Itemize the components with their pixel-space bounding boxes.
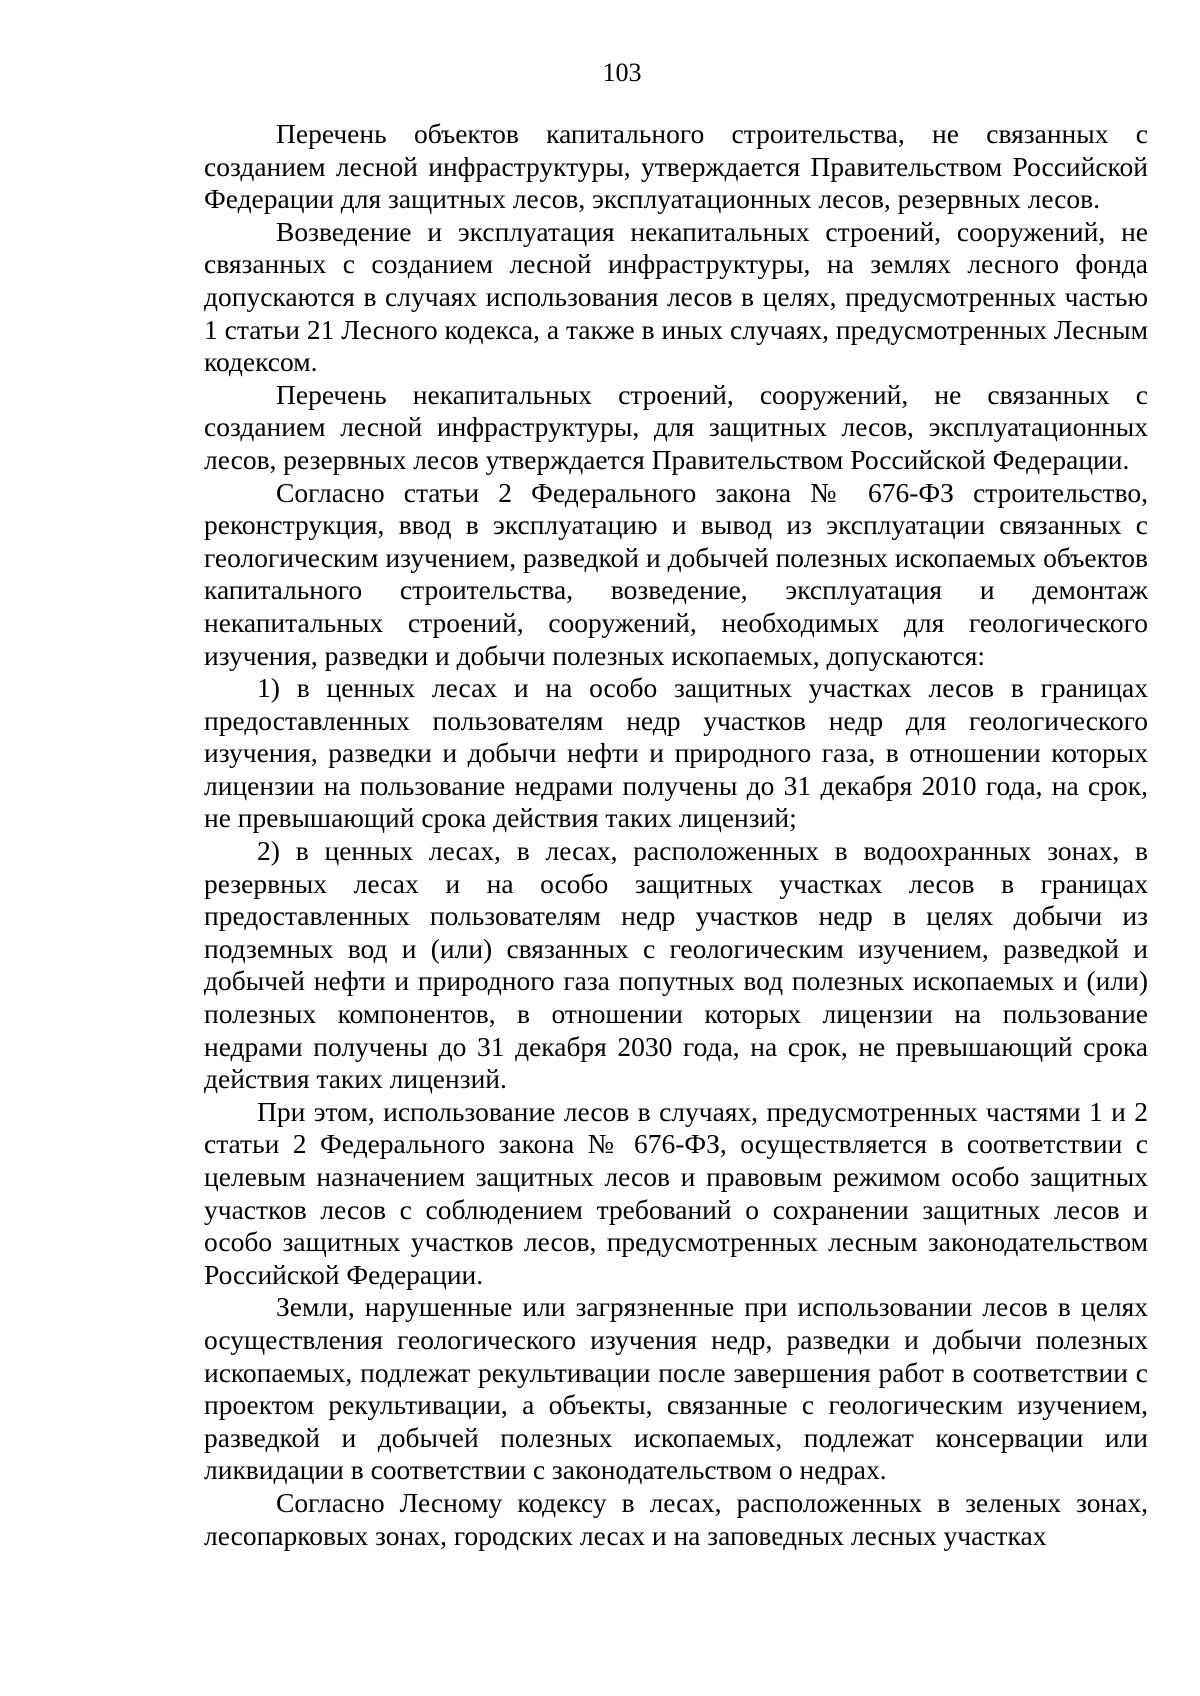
page-number: 103 <box>602 58 642 87</box>
paragraph-capital-objects-list: Перечень объектов капитального строительства, не связанных с созданием лесной инфраструктуры, утверждается Правительством Российской Федерации для защитных лесов, эксплуатационных лесов, резервных лесов. <box>204 118 1148 215</box>
paragraph-green-zones: Согласно Лесному кодексу в лесах, расположенных в зеленых зонах, лесопарковых зонах, городских лесах и на заповедных лесных участках <box>204 1486 1148 1551</box>
paragraph-federal-law-676: Согласно статьи 2 Федерального закона № 676-ФЗ строительство, реконструкция, ввод в эксплуатацию и вывод из эксплуатации связанных с геологическим изучением, разведкой и добычей полезных ископаемых объектов капитального строительства, возведение, эксплуатация и демонтаж некапитальных строений, сооружений, необходимых для геологического изучения, разведки и добычи полезных ископаемых, допускаются: <box>204 476 1148 671</box>
paragraph-forest-use: При этом, использование лесов в случаях, предусмотренных частями 1 и 2 статьи 2 Федерального закона № 676-ФЗ, осуществляется в соответствии с целевым назначением защитных лесов и правовым режимом особо защитных участков лесов с соблюдением требований о сохранении защитных лесов и особо защитных участков лесов, предусмотренных лесным законодательством Российской Федерации. <box>204 1095 1148 1290</box>
paragraph-recultivation: Земли, нарушенные или загрязненные при использовании лесов в целях осуществления геологического изучения недр, разведки и добычи полезных ископаемых, подлежат рекультивации после завершения работ в соответствии с проектом рекультивации, а объекты, связанные с геологическим изучением, разведкой и добычей полезных ископаемых, подлежат консервации или ликвидации в соответствии с законодательством о недрах. <box>204 1291 1148 1486</box>
paragraph-non-capital-structures: Возведение и эксплуатация некапитальных строений, сооружений, не связанных с созданием лесной инфраструктуры, на землях лесного фонда допускаются в случаях использования лесов в целях, предусмотренных частью 1 статьи 21 Лесного кодекса, а также в иных случаях, предусмотренных Лесным кодексом. <box>204 215 1148 378</box>
document-body <box>204 118 1148 1552</box>
list-item-2: 2) в ценных лесах, в лесах, расположенных в водоохранных зонах, в резервных лесах и на особо защитных участках лесов в границах предоставленных пользователям недр участков недр в целях добычи из подземных вод и (или) связанных с геологическим изучением, разведкой и добычей нефти и природного газа попутных вод полезных ископаемых и (или) полезных компонентов, в отношении которых лицензии на пользование недрами получены до 31 декабря 2030 года, на срок, не превышающий срока действия таких лицензий. <box>204 835 1148 1095</box>
list-item-1: 1) в ценных лесах и на особо защитных участках лесов в границах предоставленных пользователям недр участков недр для геологического изучения, разведки и добычи нефти и природного газа, в отношении которых лицензии на пользование недрами получены до 31 декабря 2010 года, на срок, не превышающий срока действия таких лицензий; <box>204 672 1148 834</box>
paragraph-non-capital-list: Перечень некапитальных строений, сооружений, не связанных с созданием лесной инфраструктуры, для защитных лесов, эксплуатационных лесов, резервных лесов утверждается Правительством Российской Федерации. <box>204 378 1148 475</box>
